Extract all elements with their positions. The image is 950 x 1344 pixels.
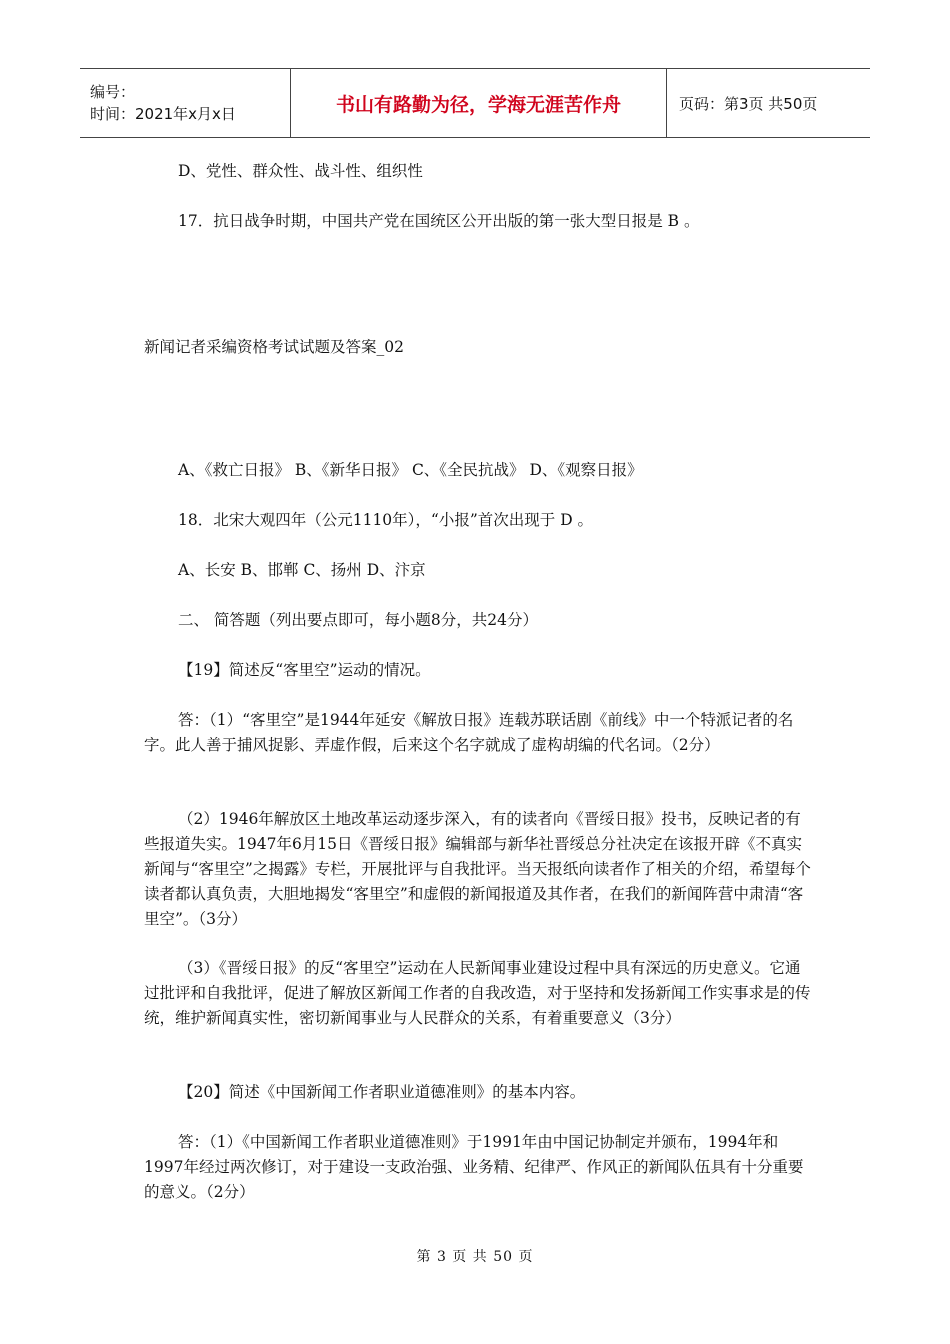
answer-19-part-3: （3）《晋绥日报》的反“客里空”运动在人民新闻事业建设过程中具有深远的历史意义。它通过批评和自我批评，促进了解放区新闻工作者的自我改造，对于坚持和发扬新闻工作实事求是的传统，维护新闻真实性，密切新闻事业与人民群众的关系，有着重要意义（3分） [144, 959, 811, 1027]
answer-20-part-1: 答：（1）《中国新闻工作者职业道德准则》于1991年由中国记协制定并颁布，1994年和1997年经过两次修订，对于建设一支政治强、业务精、纪律严、作风正的新闻队伍具有十分重要的意义。（2分） [144, 1133, 804, 1201]
page-footer [0, 1246, 950, 1266]
option-d-prev: D、党性、群众性、战斗性、组织性 [178, 162, 423, 180]
question-18: 18．北宋大观四年（公元1110年），“小报”首次出现于 D 。 [178, 511, 594, 529]
question-17-options: A、《救亡日报》 B、《新华日报》 C、《全民抗战》 D、《观察日报》 [178, 461, 643, 479]
number-label: 编号： [90, 83, 136, 101]
question-19: 【19】简述反“客里空”运动的情况。 [178, 661, 431, 679]
date-label: 时间：2021年x月x日 [90, 105, 236, 123]
header-meta [80, 69, 291, 137]
answer-19-part-1: 答：（1）“客里空”是1944年延安《解放日报》连载苏联话剧《前线》中一个特派记者的名字。此人善于捕风捉影、弄虚作假，后来这个名字就成了虚构胡编的代名词。（2分） [144, 711, 794, 754]
answer-19-part-2: （2）1946年解放区土地改革运动逐步深入，有的读者向《晋绥日报》投书，反映记者的有些报道失实。1947年6月15日《晋绥日报》编辑部与新华社晋绥总分社决定在该报开辟《不真实新闻与“客里空”之揭露》专栏，开展批评与自我批评。当天报纸向读者作了相关的介绍，希望每个读者都认真负责，大胆地揭发“客里空”和虚假的新闻报道及其作者，在我们的新闻阵营中肃清“客里空”。（3分） [144, 810, 811, 928]
question-17: 17．抗日战争时期，中国共产党在国统区公开出版的第一张大型日报是 B 。 [178, 212, 700, 230]
document-title: 新闻记者采编资格考试试题及答案_02 [144, 338, 404, 356]
page-header [80, 68, 870, 138]
footer-page-number: 第 3 页 共 50 页 [416, 1249, 534, 1265]
question-18-options: A、长安 B、邯郸 C、扬州 D、汴京 [178, 561, 426, 579]
header-motto [291, 69, 667, 137]
motto-text: 书山有路勤为径，学海无涯苦作舟 [335, 93, 621, 116]
section-2-heading: 二、 简答题（列出要点即可，每小题8分，共24分） [178, 611, 539, 629]
question-20: 【20】简述《中国新闻工作者职业道德准则》的基本内容。 [178, 1083, 586, 1101]
page-info-text: 页码：第3页 共50页 [679, 94, 818, 113]
header-page-info [667, 69, 870, 137]
